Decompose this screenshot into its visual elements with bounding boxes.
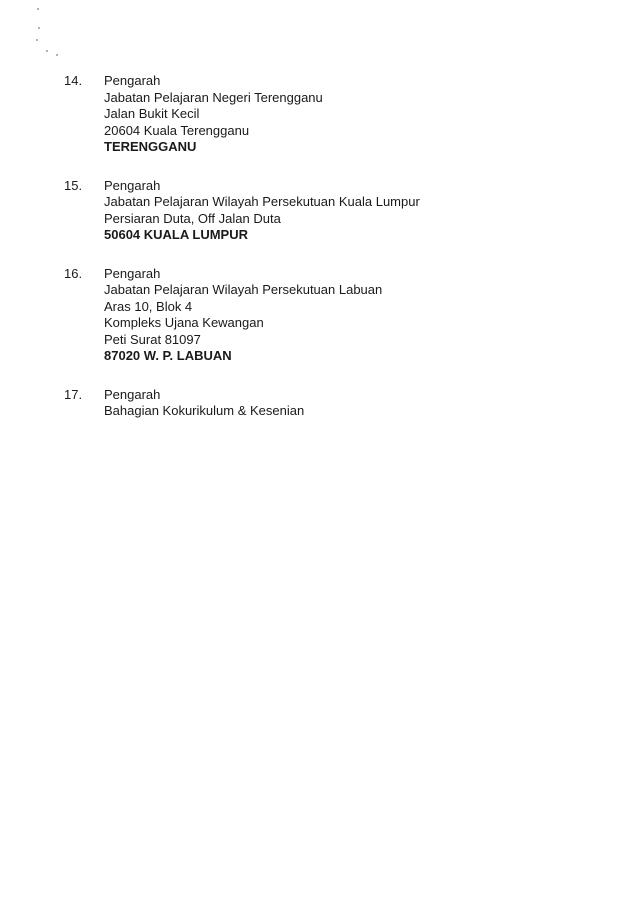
entry-city: 87020 W. P. LABUAN [104,348,232,363]
entry-number: 15. [64,177,83,193]
entry-number: 14. [64,73,83,88]
scan-speck [46,50,48,52]
scan-speck [38,27,40,29]
scan-speck [37,8,39,10]
scan-speck [36,39,38,41]
entry-address-line: Jabatan Pelajaran Wilayah Persekutuan Kuala Lumpur [104,194,420,209]
entry-title: Pengarah [104,73,161,88]
entry-address-line: Peti Surat 81097 [104,331,201,347]
entry-address-line: Jabatan Pelajaran Negeri Terengganu [104,89,323,105]
address-entry [64,73,604,156]
entry-number: 17. [64,386,83,402]
entry-title: Pengarah [104,386,161,402]
entry-address-block [104,387,604,420]
entry-address-line: Persiaran Duta, Off Jalan Duta [104,210,281,226]
entry-address-line: Jalan Bukit Kecil [104,106,200,121]
entry-address-block [104,178,604,244]
entry-address-line: Aras 10, Blok 4 [104,298,193,314]
entry-address-block [104,73,604,156]
address-list [64,73,604,442]
entry-title: Pengarah [104,177,161,193]
scan-speck [56,54,58,56]
entry-address-line: Jabatan Pelajaran Wilayah Persekutuan Labuan [104,282,383,297]
address-entry [64,387,604,420]
entry-address-line: 20604 Kuala Terengganu [104,122,250,138]
entry-city: 50604 KUALA LUMPUR [104,227,248,242]
scan-specks [0,0,120,80]
entry-address-line: Bahagian Kokurikulum & Kesenian [104,403,305,418]
address-entry [64,178,604,244]
entry-address-line: Kompleks Ujana Kewangan [104,315,264,330]
address-entry [64,266,604,365]
entry-address-block [104,266,604,365]
entry-city: TERENGGANU [104,139,197,154]
entry-title: Pengarah [104,265,161,281]
entry-number: 16. [64,265,83,281]
